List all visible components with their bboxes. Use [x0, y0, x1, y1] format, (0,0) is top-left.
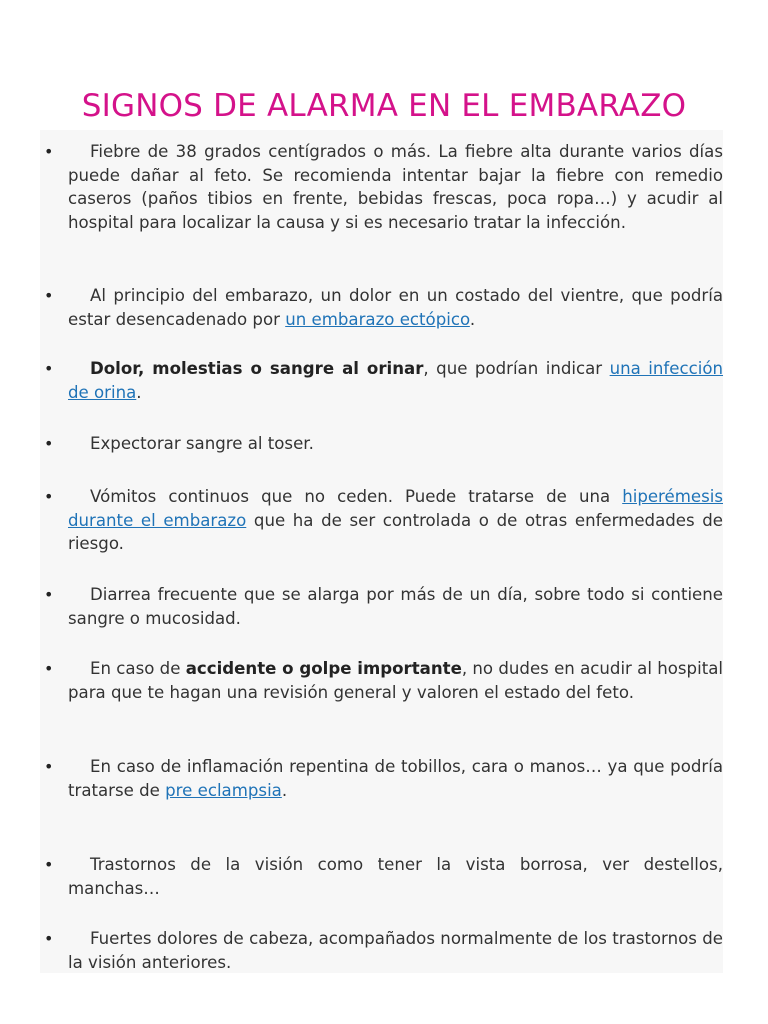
text-segment: .	[136, 382, 142, 402]
item-text	[68, 432, 723, 456]
item-text	[68, 140, 723, 234]
list-item-accidente	[44, 657, 723, 704]
bullet: •	[44, 757, 54, 776]
article-link[interactable]: una infección de orina	[68, 359, 724, 402]
bullet: •	[44, 929, 54, 948]
list-item-cabeza	[44, 927, 723, 974]
list-item-vision	[44, 853, 723, 900]
text-segment: Fuertes dolores de cabeza, acompañados normalmente de los trastornos de la visión anteriores.	[68, 929, 723, 972]
text-segment: .	[281, 780, 288, 800]
list-item-fiebre	[44, 140, 723, 234]
list-item-diarrea	[44, 583, 723, 630]
list-item-inflamacion	[44, 755, 723, 802]
bullet: •	[44, 855, 54, 874]
text-segment: Expectorar sangre al toser.	[90, 434, 314, 453]
text-segment: En caso de inflamación repentina de tobillos, cara o manos… ya que podría tratarse de	[68, 757, 723, 800]
item-text	[68, 583, 723, 630]
text-segment: Al principio del embarazo, un dolor en un costado del vientre, que podría estar desencadenado por	[68, 286, 723, 329]
text-segment: Fiebre de 38 grados centígrados o más. La fiebre alta durante varios días puede dañar al feto. Se recomienda intentar bajar la fiebre con remedio caseros (paños tibios en frente, bebidas frescas, poca ropa…) y acudir al hospital para localizar la causa y si es necesario tratar la infección.	[68, 142, 723, 232]
text-segment: , que podrían indicar	[423, 359, 610, 378]
bold-text: Dolor, molestias o sangre al orinar	[90, 359, 424, 378]
bold-text: accidente o golpe importante	[185, 659, 462, 678]
text-segment: Diarrea frecuente que se alarga por más de un día, sobre todo si contiene sangre o mucosidad.	[68, 585, 723, 628]
item-text	[68, 755, 723, 802]
bullet: •	[44, 142, 54, 161]
text-segment: En caso de	[90, 659, 186, 678]
bullet: •	[44, 434, 54, 453]
text-segment: Trastornos de la visión como tener la vista borrosa, ver destellos, manchas…	[68, 855, 723, 898]
bullet: •	[44, 659, 54, 678]
item-text	[68, 927, 723, 974]
article-link[interactable]: un embarazo ectópico	[285, 309, 470, 329]
article-link[interactable]: hiperémesis durante el embarazo	[68, 487, 723, 530]
item-text	[68, 357, 723, 404]
text-segment: .	[469, 309, 476, 329]
text-segment: que ha de ser controlada o de otras enfermedades de riesgo.	[68, 510, 723, 553]
bullet: •	[44, 359, 54, 378]
list-item-orinar	[44, 357, 723, 404]
text-segment: Vómitos continuos que no ceden. Puede tratarse de una	[90, 487, 623, 506]
bullet: •	[44, 286, 54, 305]
list-item-vomitos	[44, 485, 723, 556]
list-item-expectorar	[44, 432, 723, 456]
bullet: •	[44, 487, 54, 506]
item-text	[68, 485, 723, 556]
article-link[interactable]: pre eclampsia	[165, 780, 282, 800]
list-item-dolor-costado	[44, 284, 723, 331]
page-title: SIGNOS DE ALARMA EN EL EMBARAZO	[81, 88, 687, 124]
item-text	[68, 657, 723, 704]
item-text	[68, 853, 723, 900]
bullet: •	[44, 585, 54, 604]
text-segment: , no dudes en acudir al hospital para que te hagan una revisión general y valoren el estado del feto.	[68, 659, 723, 702]
item-text	[68, 284, 723, 331]
